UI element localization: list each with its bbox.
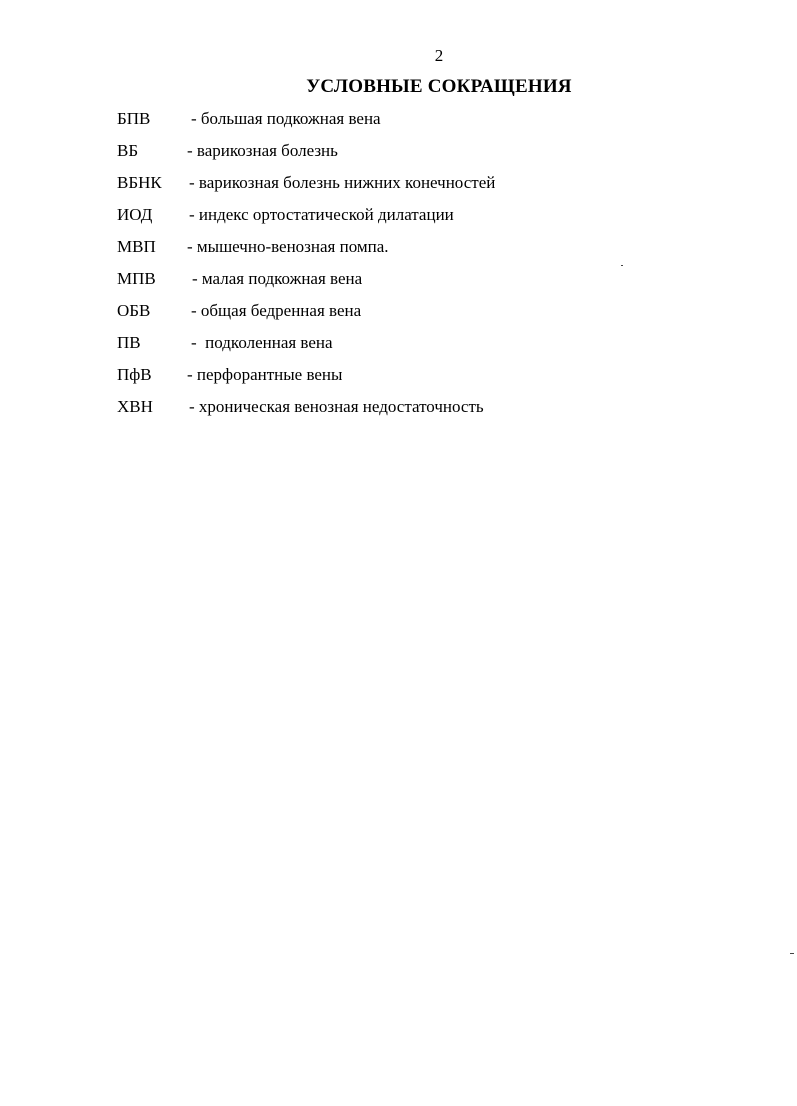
abbreviation-term: ВБНК [117,173,162,192]
abbreviation-row [0,332,797,354]
abbreviation-definition: - индекс ортостатической дилатации [189,205,454,224]
abbreviation-term: ХВН [117,397,153,416]
abbreviation-definition: - хроническая венозная недостаточность [189,397,484,416]
abbreviation-term: ИОД [117,205,153,224]
abbreviation-term: МВП [117,237,156,256]
abbreviation-term: ВБ [117,141,139,160]
abbreviation-row [0,364,797,386]
abbreviation-definition: - большая подкожная вена [191,109,381,128]
abbreviation-row [0,108,797,130]
abbreviation-definition: - общая бедренная вена [191,301,362,320]
abbreviation-term: ПфВ [117,365,152,384]
abbreviation-term: БПВ [117,109,151,128]
abbreviation-definition: - варикозная болезнь [187,141,338,160]
abbreviation-definition: - перфорантные вены [187,365,343,384]
page-number: 2 [434,46,444,65]
abbreviation-row [0,140,797,162]
abbreviation-row [0,396,797,418]
abbreviation-row [0,300,797,322]
abbreviation-definition: - малая подкожная вена [192,269,363,288]
abbreviation-term: ПВ [117,333,141,352]
page-title: УСЛОВНЫЕ СОКРАЩЕНИЯ [306,76,572,97]
abbreviation-term: ОБВ [117,301,151,320]
abbreviation-definition: - мышечно-венозная помпа. [187,237,389,256]
scan-speck [790,953,794,954]
abbreviation-row [0,204,797,226]
abbreviation-definition: - подколенная вена [191,333,333,352]
abbreviation-row [0,268,797,290]
scan-speck [621,265,623,266]
abbreviation-row [0,236,797,258]
abbreviation-term: МПВ [117,269,156,288]
abbreviation-definition: - варикозная болезнь нижних конечностей [189,173,496,192]
abbreviation-row [0,172,797,194]
